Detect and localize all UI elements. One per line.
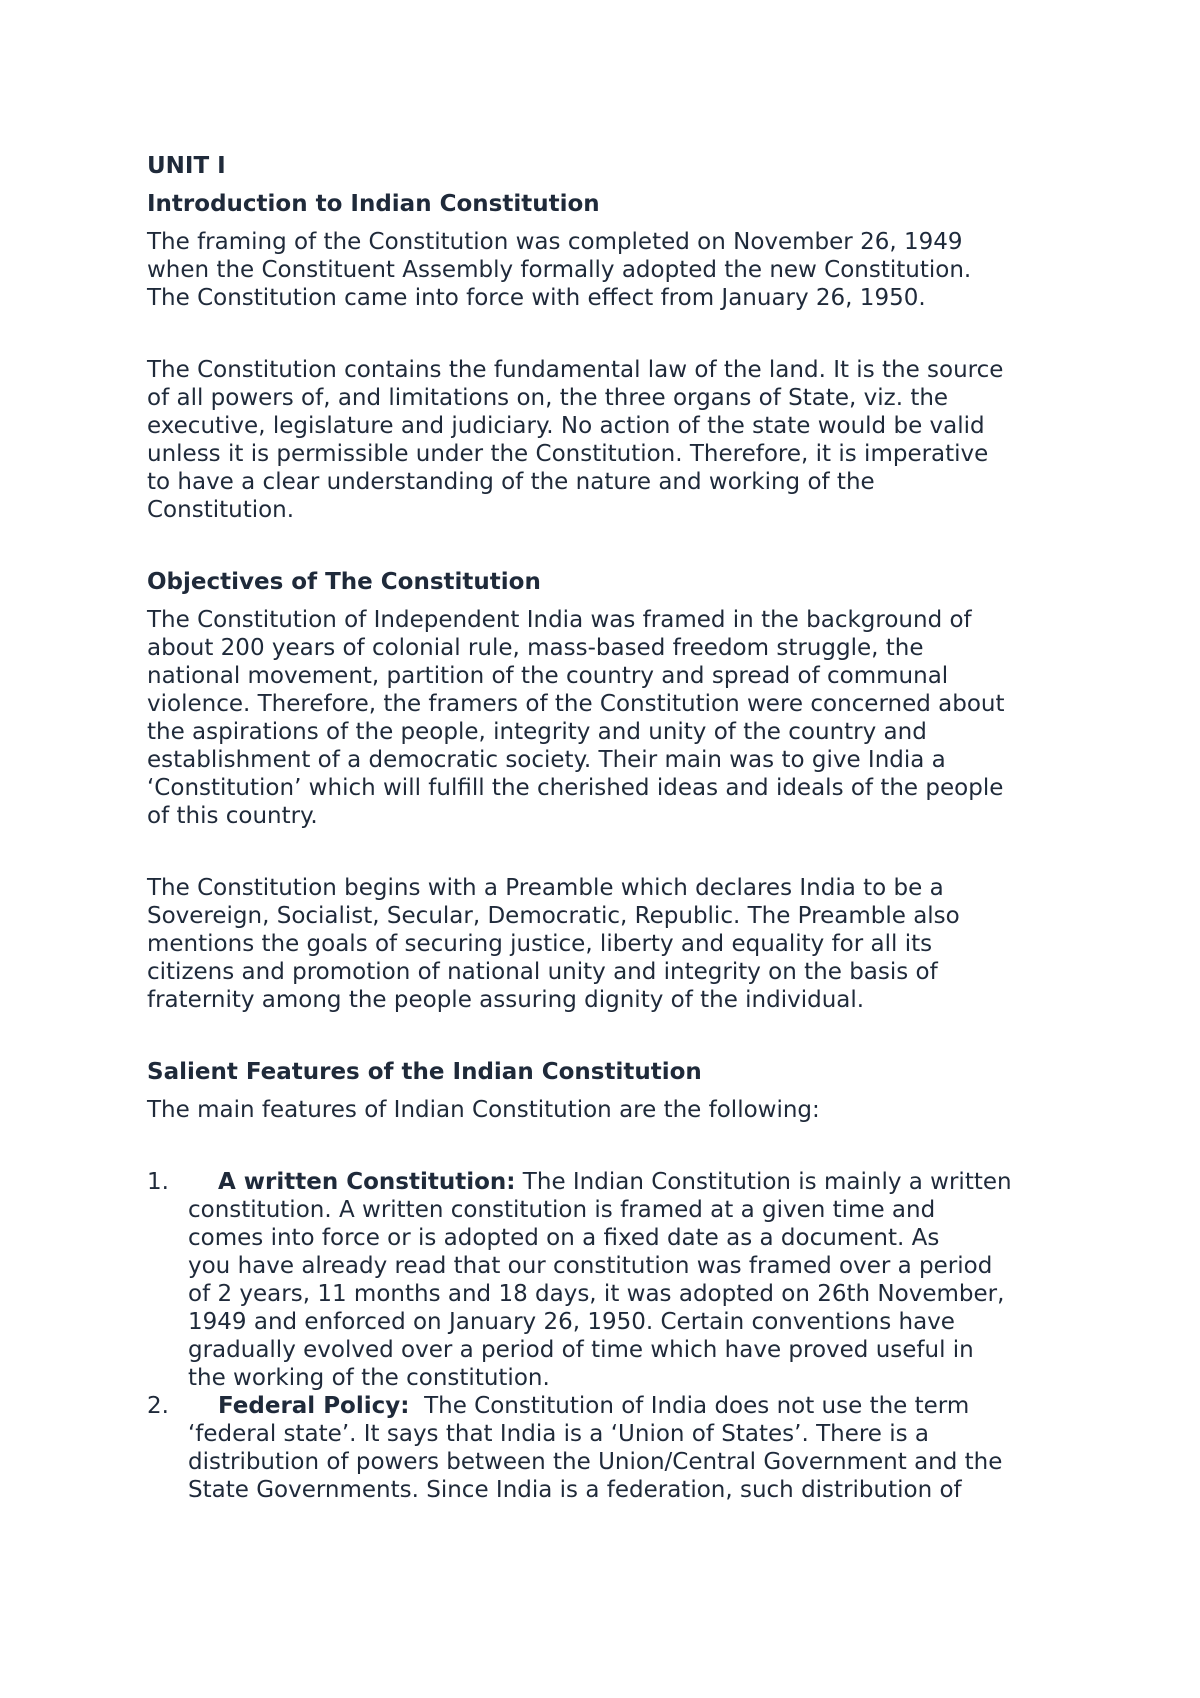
- intro-paragraph-1: [147, 228, 1077, 312]
- unit-title: UNIT I: [147, 153, 226, 179]
- text-line: the working of the constitution.: [188, 1365, 550, 1391]
- text-line: fraternity among the people assuring dignity of the individual.: [147, 987, 865, 1013]
- intro-heading: Introduction to Indian Constitution: [147, 191, 600, 217]
- objectives-heading: Objectives of The Constitution: [147, 569, 541, 595]
- text-line: about 200 years of colonial rule, mass-based freedom struggle, the: [147, 635, 924, 661]
- text-line: The Constitution came into force with effect from January 26, 1950.: [147, 285, 926, 311]
- text-line: of this country.: [147, 803, 318, 829]
- text-line: of 2 years, 11 months and 18 days, it was adopted on 26th November,: [188, 1281, 1005, 1307]
- text-line: to have a clear understanding of the nature and working of the: [147, 469, 875, 495]
- text-line: gradually evolved over a period of time which have proved useful in: [188, 1337, 974, 1363]
- text-line: you have already read that our constitution was framed over a period: [188, 1253, 993, 1279]
- objectives-paragraph-1: [147, 606, 1077, 830]
- list-item: [147, 1392, 1077, 1504]
- text-line: The Constitution of Independent India was framed in the background of: [147, 607, 972, 633]
- text-line: executive, legislature and judiciary. No action of the state would be valid: [147, 413, 985, 439]
- text-line: comes into force or is adopted on a fixed date as a document. As: [188, 1225, 940, 1251]
- text-line: national movement, partition of the country and spread of communal: [147, 663, 949, 689]
- text-line: The Constitution begins with a Preamble which declares India to be a: [147, 875, 944, 901]
- list-number: 2.: [147, 1393, 169, 1419]
- intro-paragraph-2: [147, 356, 1077, 524]
- text-line: ‘federal state’. It says that India is a ‘Union of States’. There is a: [188, 1421, 930, 1447]
- text-line: The Constitution contains the fundamental law of the land. It is the source: [147, 357, 1004, 383]
- text-line: State Governments. Since India is a federation, such distribution of: [188, 1477, 962, 1503]
- text-line: distribution of powers between the Union/Central Government and the: [188, 1449, 1003, 1475]
- list-number: 1.: [147, 1169, 169, 1195]
- list-item-text: The Indian Constitution is mainly a written: [515, 1169, 1012, 1195]
- text-line: ‘Constitution’ which will fulfill the cherished ideas and ideals of the people: [147, 775, 1004, 801]
- text-line: when the Constituent Assembly formally adopted the new Constitution.: [147, 257, 972, 283]
- list-item-text: The Constitution of India does not use the term: [409, 1393, 970, 1419]
- text-line: 1949 and enforced on January 26, 1950. Certain conventions have: [188, 1309, 955, 1335]
- text-line: Sovereign, Socialist, Secular, Democratic, Republic. The Preamble also: [147, 903, 960, 929]
- text-line: unless it is permissible under the Constitution. Therefore, it is imperative: [147, 441, 989, 467]
- text-line: the aspirations of the people, integrity and unity of the country and: [147, 719, 927, 745]
- list-item-first-line: [188, 1392, 1077, 1420]
- list-item-title: Federal Policy:: [218, 1393, 410, 1419]
- text-line: violence. Therefore, the framers of the Constitution were concerned about: [147, 691, 1005, 717]
- text-line: establishment of a democratic society. Their main was to give India a: [147, 747, 946, 773]
- text-line: mentions the goals of securing justice, liberty and equality for all its: [147, 931, 933, 957]
- text-line: citizens and promotion of national unity and integrity on the basis of: [147, 959, 938, 985]
- objectives-paragraph-2: [147, 874, 1077, 1014]
- list-item-first-line: [188, 1168, 1077, 1196]
- list-item-title: A written Constitution:: [218, 1169, 516, 1195]
- salient-heading: Salient Features of the Indian Constitution: [147, 1059, 702, 1085]
- text-line: The framing of the Constitution was completed on November 26, 1949: [147, 229, 963, 255]
- text-line: Constitution.: [147, 497, 295, 523]
- text-line: constitution. A written constitution is framed at a given time and: [188, 1197, 936, 1223]
- text-line: of all powers of, and limitations on, the three organs of State, viz. the: [147, 385, 949, 411]
- list-item: [147, 1168, 1077, 1392]
- salient-intro: The main features of Indian Constitution are the following:: [147, 1097, 820, 1123]
- document-page: [147, 152, 1077, 1504]
